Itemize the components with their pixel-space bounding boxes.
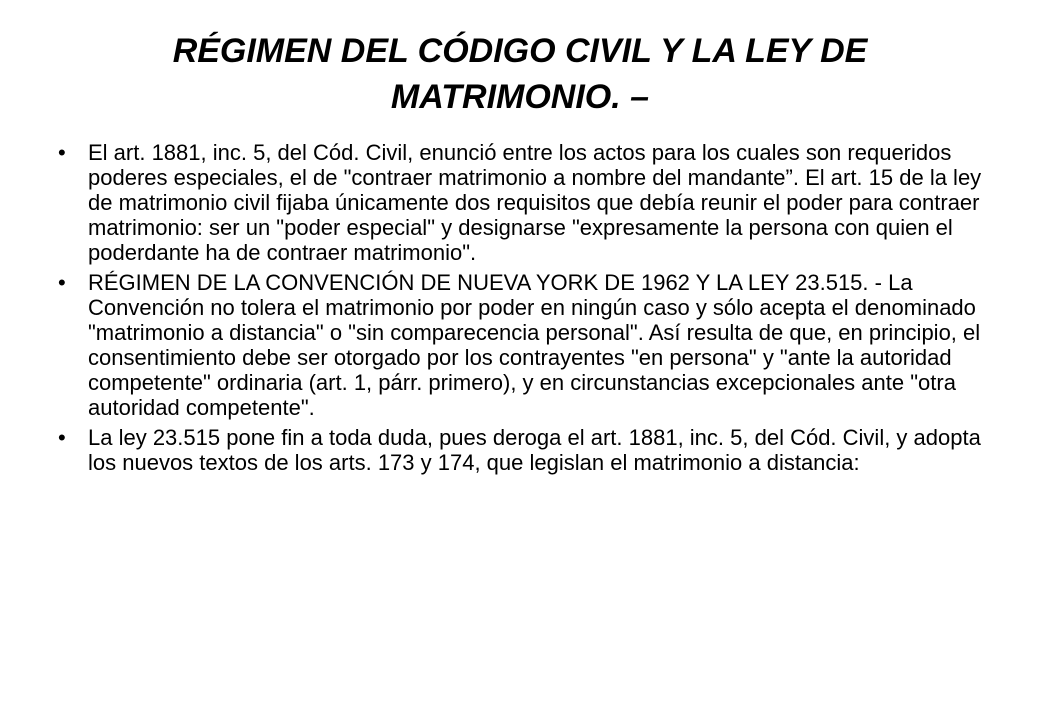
bullet-list (58, 140, 1008, 480)
bullet-text: El art. 1881, inc. 5, del Cód. Civil, enunció entre los actos para los cuales son requeridos poderes especiales, el de "contraer matrimonio a nombre del mandante”. El art. 15 de la ley de matrimonio civil fijaba únicamente dos requisitos que debía reunir el poder para contraer matrimonio: ser un "poder especial" y designarse "expresamente la persona con quien el poderdante ha de contraer matrimonio". (88, 140, 982, 265)
bullet-icon: • (58, 140, 66, 165)
bullet-icon: • (58, 270, 66, 295)
bullet-item-1 (58, 140, 1008, 265)
bullet-icon: • (58, 425, 66, 450)
slide-title: RÉGIMEN DEL CÓDIGO CIVIL Y LA LEY DE MATRIMONIO. – (172, 32, 868, 116)
bullet-item-3 (58, 425, 1008, 475)
bullet-item-2 (58, 270, 1008, 420)
bullet-text: RÉGIMEN DE LA CONVENCIÓN DE NUEVA YORK DE 1962 Y LA LEY 23.515. - La Convención no tolera el matrimonio por poder en ningún caso y sólo acepta el denominado "matrimonio a distancia" o "sin comparecencia personal". Así resulta de que, en principio, el consentimiento debe ser otorgado por los contrayentes "en persona" y "ante la autoridad competente" ordinaria (art. 1, párr. primero), y en circunstancias excepcionales ante "otra autoridad competente". (88, 270, 981, 420)
bullet-text: La ley 23.515 pone fin a toda duda, pues deroga el art. 1881, inc. 5, del Cód. Civil, y adopta los nuevos textos de los arts. 173 y 174, que legislan el matrimonio a distancia: (88, 425, 981, 475)
